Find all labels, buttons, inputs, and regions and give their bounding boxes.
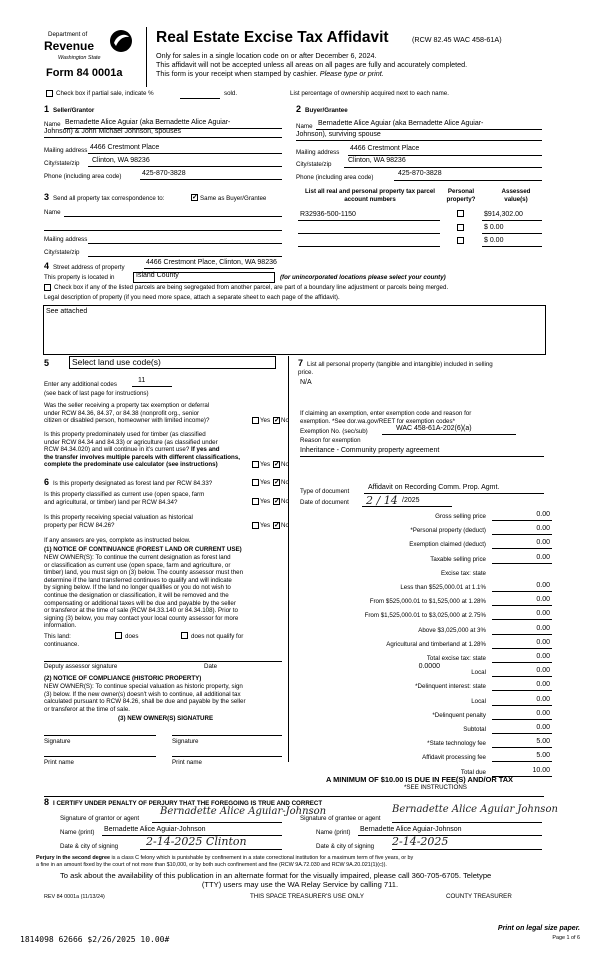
treasurer-use: THIS SPACE TREASURER'S USE ONLY — [250, 893, 364, 900]
tax-row-label: From $525,000.01 to $1,525,000 at 1.28% — [369, 598, 486, 606]
legal-paper-note: Print on legal size paper. — [497, 925, 580, 932]
seller-mail[interactable]: 4466 Crestmont Place — [90, 144, 160, 151]
additional-codes-label: Enter any additional codes — [44, 381, 117, 388]
tax-row-label: Less than $525,000.01 at 1.1% — [400, 584, 486, 591]
tax-row-value[interactable]: 0.00 — [536, 695, 550, 703]
buyer-phone-label: Phone (including area code) — [296, 174, 374, 181]
partial-sale-label: Check box if partial sale, indicate % — [56, 90, 154, 97]
notice2-text: NEW OWNER(S): To continue special valuation as historic property, sign (3) below. If the new owner(s) doesn't wish to continue, all additional tax calculated pursuant to RCW 84.26, shall be due and payable by the seller or transferor at the time of sale. — [44, 683, 246, 713]
tax-row-label: Exemption claimed (deduct) — [409, 541, 486, 549]
continuance-label: continuance. — [44, 641, 80, 648]
street-address[interactable]: 4466 Crestmont Place, Clinton, WA 98236 — [146, 259, 277, 266]
sec3-num: 3 — [44, 192, 50, 202]
certify-statement: I CERTIFY UNDER PENALTY OF PERJURY THAT THE FOREGOING IS TRUE AND CORRECT — [53, 800, 323, 807]
sec5-q1: Was the seller receiving a property tax exemption or deferral under RCW 84.36, 84.37, or 84.38 (nonprofit org., senior citizen or disabled person, homeowner with limited income)? — [44, 402, 210, 424]
recording-stamp: 1814098 62666 $2/26/2025 10.00# — [20, 935, 170, 944]
sec6-q3: Is this property receiving special valuation as historical property per RCW 84.26? — [44, 514, 193, 529]
tax-row-value[interactable]: 0.00 — [536, 653, 550, 660]
tax-row-label: *Delinquent interest: state — [415, 683, 486, 691]
historic-yes-checkbox[interactable] — [252, 522, 259, 529]
new-owner-sig-title: (3) NEW OWNER(S) SIGNATURE — [118, 715, 214, 722]
personal-property-checkbox[interactable] — [457, 224, 464, 231]
dept-line2: Revenue — [44, 39, 95, 53]
sec6-answers: If any answers are yes, complete as instructed below. — [44, 537, 191, 544]
current-use-no-checkbox[interactable]: ✓ — [274, 498, 280, 505]
grantor-signature[interactable]: Bernadette Alice Aguiar-Johnson — [160, 806, 327, 817]
sec7-num: 7 — [298, 358, 304, 368]
seller-name-line2[interactable]: Johnson) & John Michael Johnson, spouses — [44, 128, 181, 135]
minimum-due: A MINIMUM OF $10.00 IS DUE IN FEE(S) AND/OR TAX — [326, 775, 513, 784]
alt-format-notice: To ask about the availability of this publication in an alternate format for the visually impaired, please call 360-705-6705. Teletype (TTY) users may use the WA Relay Service by calling 711. — [60, 871, 492, 889]
dept-line3: Washington State — [58, 55, 101, 61]
personal-property-checkbox[interactable] — [457, 210, 464, 217]
buyer-title: Buyer/Grantee — [305, 107, 348, 114]
form-title: Real Estate Excise Tax Affidavit — [156, 29, 389, 46]
assessed-value[interactable]: $914,302.00 — [484, 211, 523, 218]
does-checkbox[interactable] — [115, 632, 122, 639]
partial-sale-sold: sold. — [224, 90, 238, 97]
seller-city-label: City/state/zip — [44, 160, 80, 167]
tax-row-label: Local — [471, 669, 486, 677]
forest-yes-checkbox[interactable] — [252, 479, 259, 486]
sec6-q1: Is this property designated as forest land per RCW 84.33? — [53, 480, 213, 487]
sec6-q2: Is this property classified as current use (open space, farm and agricultural, or timber) land per RCW 84.34? — [44, 491, 205, 506]
seller-phone[interactable]: 425-870-3828 — [142, 170, 186, 177]
owner-sig-label-1: Signature — [44, 738, 71, 745]
grantor-sig-label: Signature of grantor or agent — [60, 815, 140, 822]
grantee-date-city[interactable]: 2-14-2025 — [392, 835, 449, 848]
see-instructions: *SEE INSTRUCTIONS — [404, 784, 467, 791]
personal-property-checkbox[interactable] — [457, 237, 464, 244]
buyer-phone[interactable]: 425-870-3828 — [398, 170, 442, 177]
grantee-date-label: Date & city of signing — [316, 843, 375, 850]
buyer-num: 2 — [296, 104, 302, 114]
tax-row-label: Total due — [460, 768, 486, 776]
notice1-title: (1) NOTICE OF CONTINUANCE (FOREST LAND OR CURRENT USE) — [44, 546, 242, 553]
tax-row-label: Agricultural and timberland at 1.28% — [386, 640, 486, 648]
exempt-instructions: If claiming an exemption, enter exemption code and reason for exemption. *See dor.wa.gov/REET for exemption codes* — [300, 410, 472, 425]
buyer-mail[interactable]: 4466 Crestmont Place — [350, 145, 420, 152]
q1-yes-checkbox[interactable] — [252, 417, 259, 424]
owner-sig-label-2: Signature — [172, 738, 199, 745]
segregated-label: Check box if any of the listed parcels are being segregated from another parcel, are part of a boundary line adjustment or parcels being merged. — [54, 284, 449, 291]
tax-row-value[interactable]: 0.00 — [536, 638, 550, 646]
same-as-buyer-checkbox[interactable]: ✓ — [192, 194, 198, 201]
doc-date-year[interactable]: /2025 — [402, 497, 420, 504]
sec3-name-label: Name — [44, 209, 61, 216]
seller-city[interactable]: Clinton, WA 98236 — [92, 157, 150, 164]
tax-row-label: Taxable selling price — [430, 555, 486, 563]
perjury-notice: Perjury in the second degree is a class C felony which is punishable by confinement in a state correctional institution for a maximum term of five years, or by a fine in an amount fixed by the court of not more than $10,000, or by both such confinement and fine (RCW 9A.72.030 and RCW 9A.20.021(1)(c)). — [36, 855, 414, 868]
tax-row-value[interactable]: 0.00 — [536, 553, 550, 561]
seller-phone-label: Phone (including area code) — [44, 173, 122, 180]
does-not-checkbox[interactable] — [181, 632, 188, 639]
reason-label: Reason for exemption — [300, 437, 361, 444]
tax-row-label: Local — [471, 697, 486, 705]
tax-row-value[interactable]: 5.00 — [536, 752, 550, 760]
grantee-sig-label: Signature of grantee or agent — [300, 815, 381, 822]
buyer-city-label: City/state/zip — [296, 161, 332, 168]
current-use-yes-checkbox[interactable] — [252, 498, 259, 505]
tax-row-label: Above $3,025,000 at 3% — [418, 626, 486, 634]
buyer-city[interactable]: Clinton, WA 98236 — [348, 157, 406, 164]
see-list: (see back of last page for instructions) — [44, 390, 149, 397]
tax-row-label: Excise tax: state — [440, 569, 486, 577]
owner-print-label-1: Print name — [44, 759, 74, 766]
buyer-name-label: Name — [296, 123, 313, 130]
page-number: Page 1 of 6 — [552, 935, 580, 941]
seller-title: Seller/Grantor — [53, 107, 95, 114]
owner-print-label-2: Print name — [172, 759, 202, 766]
unincorporated-note: (for unincorporated locations please select your county) — [280, 274, 446, 281]
notice1-text: NEW OWNER(S): To continue the current designation as forest land or classification as current use (open space, farm and agriculture, or timber) land, you must sign on (3) below. The county assessor must then determine if the land transferred continues to qualify and will indicate by signing below. If the land no longer qualifies or you do not wish to continue the designation or classification, it will be removed and the compensating or additional taxes will be due and payable by the seller or transferor at the time of sale (RCW 84.33.140 or 84.34.108). Prior to signing (3) below, you may contact your local county assessor for more information. — [44, 554, 244, 630]
tax-row-value[interactable]: 0.00 — [536, 724, 550, 731]
sec3-city-label: City/state/zip — [44, 249, 80, 256]
form-number: Form 84 0001a — [46, 67, 123, 79]
dor-swoosh-icon — [108, 28, 134, 54]
sec3-mail-label: Mailing address — [44, 236, 88, 243]
grantor-date-label: Date & city of signing — [60, 843, 119, 850]
parcel-header: List all real and personal property tax parcel account numbers — [305, 188, 435, 203]
tax-row-value[interactable]: 0.00 — [536, 681, 550, 689]
tax-row-label: From $1,525,000.01 to $3,025,000 at 2.75% — [364, 612, 486, 620]
tax-row-value[interactable]: 0.00 — [536, 596, 550, 604]
legal-label: Legal description of property (if you need more space, attach a separate sheet to each page of the affidavit). — [44, 294, 340, 301]
tax-row-label: Affidavit processing fee — [422, 754, 486, 762]
q1-no-checkbox[interactable]: ✓ — [274, 417, 280, 424]
personal-property-list[interactable]: N/A — [300, 379, 312, 386]
dept-line1: Department of — [48, 31, 88, 38]
tax-row-value[interactable]: 5.00 — [536, 738, 550, 746]
located-label: This property is located in — [44, 274, 115, 281]
rev-label: REV 84 0001a (11/13/24) — [44, 894, 105, 900]
header-line2: This affidavit will not be accepted unless all areas on all pages are fully and accurately completed. — [156, 60, 468, 69]
doc-type[interactable]: Affidavit on Recording Comm. Prop. Agmt. — [368, 484, 500, 491]
tax-row-label: *Personal property (deduct) — [410, 527, 486, 535]
county-select[interactable]: Island County — [136, 272, 179, 279]
street-label: Street address of property — [53, 264, 125, 271]
parcel-number[interactable]: R32936-500-1150 — [300, 211, 356, 218]
deputy-sig-label: Deputy assessor signature — [44, 663, 118, 670]
header-line3a: This form is your receipt when stamped by cashier. — [156, 69, 318, 78]
tax-row-value[interactable]: 0.00 — [536, 624, 550, 632]
assessed-header: Assessed value(s) — [501, 188, 531, 203]
grantee-signature[interactable]: Bernadette Alice Aguiar Johnson — [392, 804, 558, 815]
county-treasurer: COUNTY TREASURER — [446, 893, 512, 900]
seller-name-line1[interactable]: Bernadette Alice Aguiar (aka Bernadette Alice Aguiar- — [65, 119, 231, 126]
assessed-value[interactable]: $ 0.00 — [484, 237, 504, 244]
ownership-note: List percentage of ownership acquired next to each name. — [290, 90, 449, 97]
seller-num: 1 — [44, 104, 50, 114]
tax-row-label: Subtotal — [463, 726, 486, 733]
local-rate[interactable]: 0.0000 — [418, 663, 440, 670]
tax-row-label: Total excise tax: state — [426, 655, 486, 662]
exempt-no-label: Exemption No. (sec/sub) — [300, 428, 368, 435]
sec6-num: 6 — [44, 477, 50, 487]
tax-row-value[interactable]: 0.00 — [536, 582, 550, 589]
same-as-buyer-label: Same as Buyer/Grantee — [200, 195, 267, 202]
legal-description[interactable]: See attached — [46, 308, 88, 315]
tax-row-value[interactable]: 0.00 — [536, 539, 550, 547]
additional-codes[interactable]: 11 — [138, 377, 146, 384]
segregated-checkbox[interactable] — [44, 284, 51, 291]
seller-name-label: Name — [44, 121, 61, 128]
forest-no-checkbox[interactable]: ✓ — [274, 479, 280, 486]
assessed-value[interactable]: $ 0.00 — [484, 224, 504, 231]
q2-no-checkbox[interactable]: ✓ — [274, 461, 280, 468]
sec4-num: 4 — [44, 261, 50, 271]
tax-row-value[interactable]: 0.00 — [536, 511, 550, 518]
doc-date-handwritten[interactable]: 2 / 14 — [366, 494, 398, 507]
tax-row-value[interactable]: 0.00 — [536, 709, 550, 717]
doc-date-label: Date of document — [300, 499, 349, 506]
buyer-name-line1[interactable]: Bernadette Alice Aguiar (aka Bernadette Alice Aguiar- — [318, 120, 484, 127]
header-line1: Only for sales in a single location code on or after December 6, 2024. — [156, 51, 377, 60]
seller-mail-label: Mailing address — [44, 147, 88, 154]
deputy-date-label: Date — [204, 663, 218, 670]
grantee-name[interactable]: Bernadette Alice Aguiar-Johnson — [360, 826, 462, 833]
q2-yes-checkbox[interactable] — [252, 461, 259, 468]
sec5-num: 5 — [44, 358, 50, 368]
historic-no-checkbox[interactable]: ✓ — [274, 522, 280, 529]
sec8-num: 8 — [44, 797, 50, 807]
grantor-date-city[interactable]: 2-14-2025 Clinton — [146, 835, 247, 848]
personal-header: Personal property? — [446, 188, 476, 203]
grantor-name-label: Name (print) — [60, 829, 95, 836]
partial-sale-checkbox[interactable] — [46, 90, 53, 97]
buyer-name-line2[interactable]: Johnson), surviving spouse — [296, 131, 381, 138]
tax-row-value[interactable]: 0.00 — [536, 667, 550, 675]
sec7-label: List all personal property (tangible and intangible) included in selling price. — [298, 361, 493, 376]
this-land-label: This land: — [44, 633, 71, 640]
tax-row-value[interactable]: 10.00 — [532, 766, 550, 774]
grantee-name-label: Name (print) — [316, 829, 351, 836]
sec3-label: Send all property tax correspondence to: — [53, 195, 165, 202]
tax-row-label: Gross selling price — [435, 513, 486, 520]
tax-row-value[interactable]: 0.00 — [536, 525, 550, 533]
notice2-title: (2) NOTICE OF COMPLIANCE (HISTORIC PROPERTY) — [44, 675, 202, 682]
sec5-q2: Is this property predominately used for timber (as classified under RCW 84.34 and 84.33) or agriculture (as classified under RCW 84.34.020) and will continue in it's current use? If yes and the transfer involves multiple parcels with different classifications, complete the predominate use calculator (see instructions) — [44, 431, 240, 468]
doc-type-label: Type of document — [300, 488, 350, 495]
tax-row-label: *State technology fee — [427, 740, 486, 748]
rcw-ref: (RCW 82.45 WAC 458-61A) — [412, 35, 502, 44]
header-line3b: Please type or print. — [319, 69, 384, 78]
land-use-select[interactable]: Select land use code(s) — [72, 357, 161, 367]
reason[interactable]: Inheritance - Community property agreement — [300, 447, 440, 454]
buyer-mail-label: Mailing address — [296, 149, 340, 156]
exempt-no[interactable]: WAC 458-61A-202(6)(a) — [396, 425, 472, 432]
tax-row-label: *Delinquent penalty — [432, 711, 486, 719]
grantor-name[interactable]: Bernadette Alice Aguiar-Johnson — [104, 826, 206, 833]
tax-row-value[interactable]: 0.00 — [536, 610, 550, 618]
